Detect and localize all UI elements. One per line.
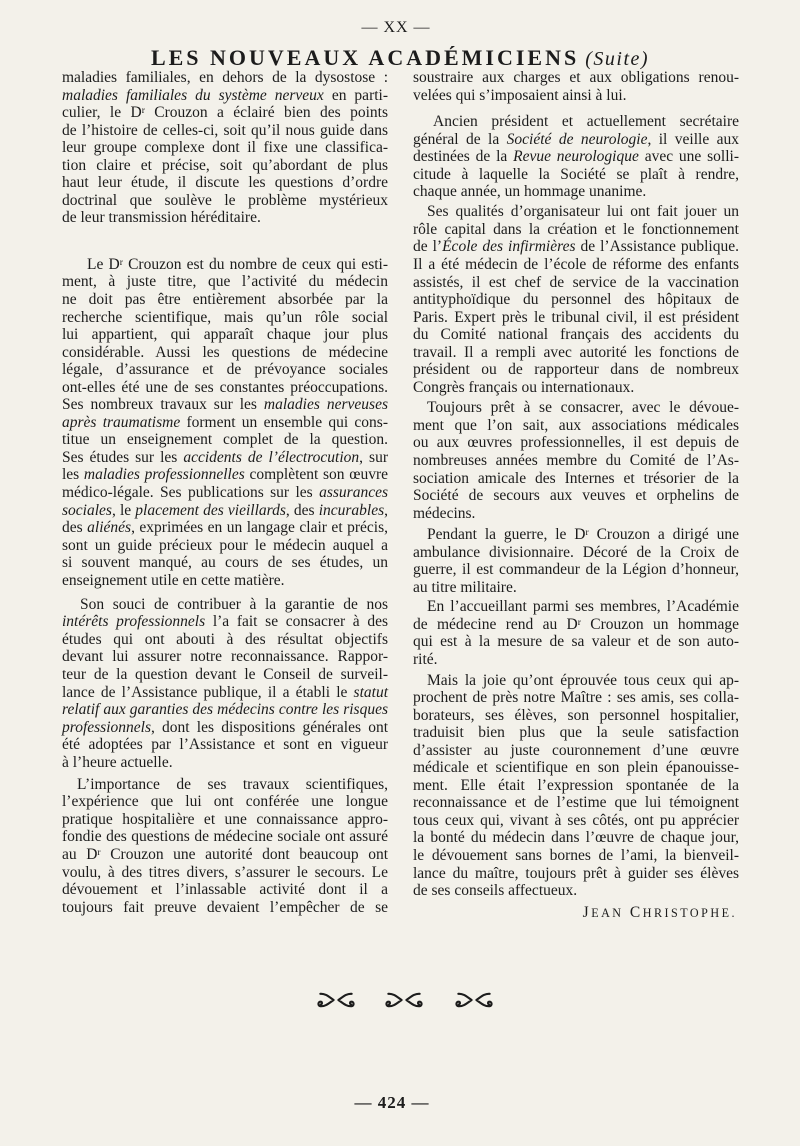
italic-text: incurables: [318, 501, 385, 519]
text-line: guerre, il est commandeur de la Légion d’honneur,: [413, 561, 739, 579]
text-line: [62, 484, 388, 502]
text-line: été adoptées par l’Assistance et sont en vigueur: [62, 736, 388, 754]
text-segment: C: [623, 903, 643, 921]
text-line: [62, 414, 388, 432]
text-segment: l’a fait se consacrer à des: [205, 613, 388, 631]
paragraph: [62, 256, 388, 589]
text-line: pratique hospitalière et une connaissance appro-: [62, 810, 388, 828]
text-line: [62, 396, 388, 414]
text-segment: Crouzon a dirigé une: [588, 526, 739, 544]
text-line: qui est à la mesure de sa valeur et de son auto-: [413, 633, 739, 651]
text-segment: ,: [384, 501, 388, 519]
text-segment: les: [62, 466, 84, 484]
text-segment: Le D: [87, 255, 120, 273]
paragraph: [413, 203, 739, 396]
small-caps-text: EAN: [591, 905, 624, 920]
text-segment: Crouzon un hommage: [580, 615, 739, 633]
text-line: d’assister au juste couronnement d’une œuvre: [413, 741, 739, 759]
text-line: [62, 466, 388, 484]
text-line: Congrès français ou internationaux.: [413, 378, 635, 396]
italic-text: maladies professionnelles: [83, 466, 245, 484]
text-line: [62, 719, 388, 737]
text-line: teur de la question devant le Conseil de surveil-: [62, 666, 388, 683]
text-line: L’importance de ses travaux scientifiques,: [77, 775, 388, 793]
text-line: travail. Il a rempli avec autorité les fonctions de: [413, 343, 739, 361]
text-line: du Comité national français des accidents du: [413, 326, 739, 344]
text-line: velées qui s’imposaient ainsi à lui.: [413, 86, 627, 104]
text-line: ment que l’on sait, aux associations médicales: [413, 416, 739, 434]
text-line: Ancien président et actuellement secrétaire: [433, 113, 739, 131]
italic-text: École des infirmières: [442, 238, 576, 256]
text-line: ambulance divisionnaire. Décoré de la Croix de: [413, 543, 739, 561]
text-line: Toujours prêt à se consacrer, avec le dévoue-: [427, 399, 739, 417]
text-line: Ses qualités d’organisateur lui ont fait jouer un: [427, 203, 739, 221]
text-line: de leur transmission héréditaire.: [62, 209, 261, 227]
text-line: légale, d’assurance et de prévoyance sociales: [62, 361, 388, 379]
text-segment: J: [582, 903, 592, 921]
text-line: tion claire et précise, soit qu’abordant de plus: [62, 156, 388, 174]
italic-text: placement des vieillards: [135, 501, 286, 519]
paragraph: [62, 69, 388, 227]
italic-text: sociales: [62, 501, 112, 519]
text-line: considérable. Aussi les questions de médecine: [62, 343, 388, 361]
text-line: toujours fait preuve devaient l’empêcher de se: [62, 898, 388, 916]
fleuron-icon: [385, 990, 423, 1010]
text-segment: , exprimées en un langage clair et précis,: [131, 519, 388, 537]
text-line: devant lui assurer notre reconnaissance. Rappor-: [62, 648, 388, 666]
text-line: soustraire aux charges et aux obligations renou-: [413, 69, 739, 86]
italic-text: intérêts professionnels: [62, 613, 206, 631]
superscript-text: r: [97, 846, 101, 858]
fleuron-icon: [317, 990, 355, 1010]
text-line: enseignement utile en cette matière.: [62, 571, 285, 589]
text-line: [413, 238, 739, 256]
signature: [413, 904, 739, 923]
text-line: [62, 87, 388, 105]
superscript-text: r: [585, 526, 589, 538]
italic-text: assurances: [319, 484, 388, 502]
text-line: recherche scientifique, mais qu’un rôle social: [62, 308, 388, 326]
page-number: — 424 —: [354, 1093, 430, 1112]
text-line: rité.: [413, 651, 438, 668]
text-segment: de médecine rend au D: [413, 615, 578, 633]
paragraph: [413, 69, 739, 104]
text-segment: avec une solli-: [638, 148, 739, 166]
text-line: sociation amicale des Internes et trésorier de la: [413, 469, 739, 487]
text-line: [62, 519, 388, 537]
section-title-suite: (Suite): [585, 48, 650, 70]
text-line: prochent de près notre Maître : ses amis, ses colla-: [413, 689, 739, 707]
text-segment: de l’: [413, 238, 443, 256]
text-line: nombreuses années membre du Comité de l’As-: [413, 451, 739, 469]
paragraph: [413, 672, 739, 900]
superscript-text: r: [141, 104, 145, 116]
text-line: leur groupe complexe dont il fixe une classifica-: [62, 139, 388, 157]
text-line: de l’histoire de celles-ci, soit qu’il nous guide dans: [62, 121, 388, 139]
text-line: maladies familiales, en dehors de la dysostose :: [62, 69, 388, 86]
text-line: à l’heure actuelle.: [62, 753, 173, 771]
text-line: sont un guide précieux pour le médecin auquel a: [62, 536, 388, 554]
text-line: médicale et scientifique en son plein épanouisse-: [413, 759, 739, 777]
text-segment: lance de l’Assistance publique, il a établi le: [62, 683, 354, 701]
text-line: de ses conseils affectueux.: [413, 882, 578, 900]
text-segment: général de la: [413, 130, 507, 148]
text-segment: , des: [285, 501, 319, 519]
italic-text: aliénés: [87, 519, 132, 537]
text-segment: complètent son œuvre: [244, 466, 388, 484]
column-left: [62, 69, 388, 916]
text-line: rôle capital dans la création et le fonctionnement: [413, 220, 739, 238]
text-line: ont-elles été une de ses constantes préoccupations.: [62, 378, 388, 396]
text-line: voulu, à des titres divers, s’assurer le secours. Le: [62, 863, 388, 881]
paragraph: [413, 399, 739, 522]
text-line: [413, 616, 739, 634]
text-segment: Crouzon est du nombre de ceux qui esti-: [122, 255, 388, 273]
text-line: la bonté du médecin dans l’œuvre de chaque jour,: [413, 829, 739, 847]
text-segment: forment un ensemble qui cons-: [180, 413, 388, 431]
italic-text: accidents de l’électrocution: [183, 448, 360, 466]
text-segment: en parti-: [323, 86, 389, 104]
text-line: doctrinal que soulève le problème mystérieux: [62, 191, 388, 209]
text-line: citude à laquelle la Société se plaît à rendre,: [413, 165, 739, 183]
column-right-paragraphs: [413, 69, 739, 900]
text-line: ne doit pas être entièrement absorbée par la: [62, 291, 388, 309]
text-line: traduisit bien plus que la seule satisfaction: [413, 724, 739, 742]
superscript-text: r: [119, 256, 123, 268]
text-line: ou aux œuvres professionnelles, il est depuis de: [413, 434, 739, 452]
text-line: dévouement et l’inlassable activité dont il a: [62, 881, 388, 899]
text-line: chaque année, un hommage unanime.: [413, 183, 647, 201]
text-segment: , dont les dispositions générales ont: [150, 718, 388, 736]
text-segment: Crouzon une autorité dont beaucoup ont: [100, 845, 388, 863]
text-segment: Pendant la guerre, le D: [427, 526, 586, 544]
text-line: borateurs, ses élèves, son personnel hospitalier,: [413, 706, 739, 724]
text-line: fondie des questions de médecine sociale ont assuré: [62, 828, 388, 846]
italic-text: maladies familiales du système nerveux: [62, 86, 324, 104]
italic-text: Société de neurologie: [506, 130, 648, 148]
italic-text: après traumatisme: [62, 413, 181, 431]
column-left-paragraphs: [62, 69, 388, 916]
text-line: [62, 846, 388, 864]
text-line: [62, 701, 388, 719]
text-line: [62, 449, 388, 467]
text-line: [62, 613, 388, 631]
text-line: reconnaissance et de l’estime que lui témoignent: [413, 794, 739, 812]
text-line: le dévouement sans bornes de l’ami, la bienveil-: [413, 847, 739, 865]
paragraph: [62, 596, 388, 771]
text-line: ment. Elle était l’expression spontanée de la: [413, 776, 739, 794]
text-line: Il a été médecin de l’école de réforme des enfants: [413, 255, 739, 273]
text-segment: destinées de la: [413, 148, 514, 166]
text-line: haut leur étude, il discute les questions d’ordre: [62, 174, 388, 192]
text-line: [62, 104, 388, 122]
text-line: lui appartient, qui apparaît chaque jour plus: [62, 326, 388, 344]
text-line: assistés, il est chef de service de la vaccination: [413, 273, 739, 291]
italic-text: Revue neurologique: [513, 148, 639, 166]
text-segment: au D: [62, 845, 98, 863]
text-segment: Ses nombreux travaux sur les: [62, 396, 264, 414]
text-line: président ou de rapporteur dans de nombreux: [413, 361, 739, 379]
italic-text: relatif aux garanties des médecins contre les risques: [62, 701, 388, 719]
text-segment: culier, le D: [62, 104, 142, 122]
text-line: ment, à juste titre, que l’activité du médecin: [62, 273, 388, 291]
italic-text: maladies nerveuses: [263, 396, 388, 414]
text-line: [413, 526, 739, 544]
fleuron-icon: [455, 990, 493, 1010]
paragraph: [413, 113, 739, 201]
text-segment: Ses études sur les: [62, 448, 184, 466]
text-line: antityphoïdique du personnel des hôpitaux de: [413, 291, 739, 309]
italic-text: statut: [353, 683, 388, 701]
text-line: [62, 684, 388, 702]
text-segment: Crouzon a éclairé bien des points: [144, 104, 388, 122]
text-line: l’expérience que lui ont conférée une longue: [62, 793, 388, 811]
text-segment: de l’Assistance publique.: [575, 238, 739, 256]
text-line: au titre militaire.: [413, 578, 517, 596]
text-segment: , le: [111, 501, 136, 519]
text-line: titue un enseignement complet de la question.: [62, 431, 388, 449]
paragraph: [62, 776, 388, 916]
text-line: médecins.: [413, 504, 476, 522]
superscript-text: r: [577, 616, 581, 628]
text-line: Mais la joie qu’ont éprouvée tous ceux qui ap-: [427, 671, 739, 689]
text-line: tous ceux qui, vivant à ses côtés, ont pu apprécier: [413, 811, 739, 829]
text-line: [62, 502, 388, 520]
text-line: [413, 131, 739, 149]
paragraph: [413, 526, 739, 596]
text-line: Son souci de contribuer à la garantie de nos: [80, 595, 388, 613]
text-line: Paris. Expert près le tribunal civil, il est président: [413, 308, 739, 326]
page-folio-top: — XX —: [361, 19, 431, 36]
column-right: [413, 69, 739, 922]
text-line: [62, 256, 388, 274]
small-caps-text: HRISTOPHE.: [642, 905, 737, 920]
text-segment: des: [62, 519, 88, 537]
text-segment: médico-légale. Ses publications sur les: [62, 484, 320, 502]
text-line: lance du maître, toujours prêt à guider ses élèves: [413, 864, 739, 882]
text-line: [413, 148, 739, 166]
text-line: si souvent manqué, au cours de ses études, un: [62, 554, 388, 572]
text-line: Société de secours aux veuves et orphelins de: [413, 487, 739, 505]
section-title: LES NOUVEAUX ACADÉMICIENS: [150, 45, 580, 70]
text-line: En l’accueillant parmi ses membres, l’Académie: [427, 598, 739, 616]
italic-text: professionnels: [62, 718, 151, 736]
paragraph: [413, 598, 739, 668]
text-segment: , sur: [359, 448, 388, 466]
text-line: études qui ont abouti à des résultat objectifs: [62, 630, 388, 648]
text-segment: , il veille aux: [647, 130, 740, 148]
